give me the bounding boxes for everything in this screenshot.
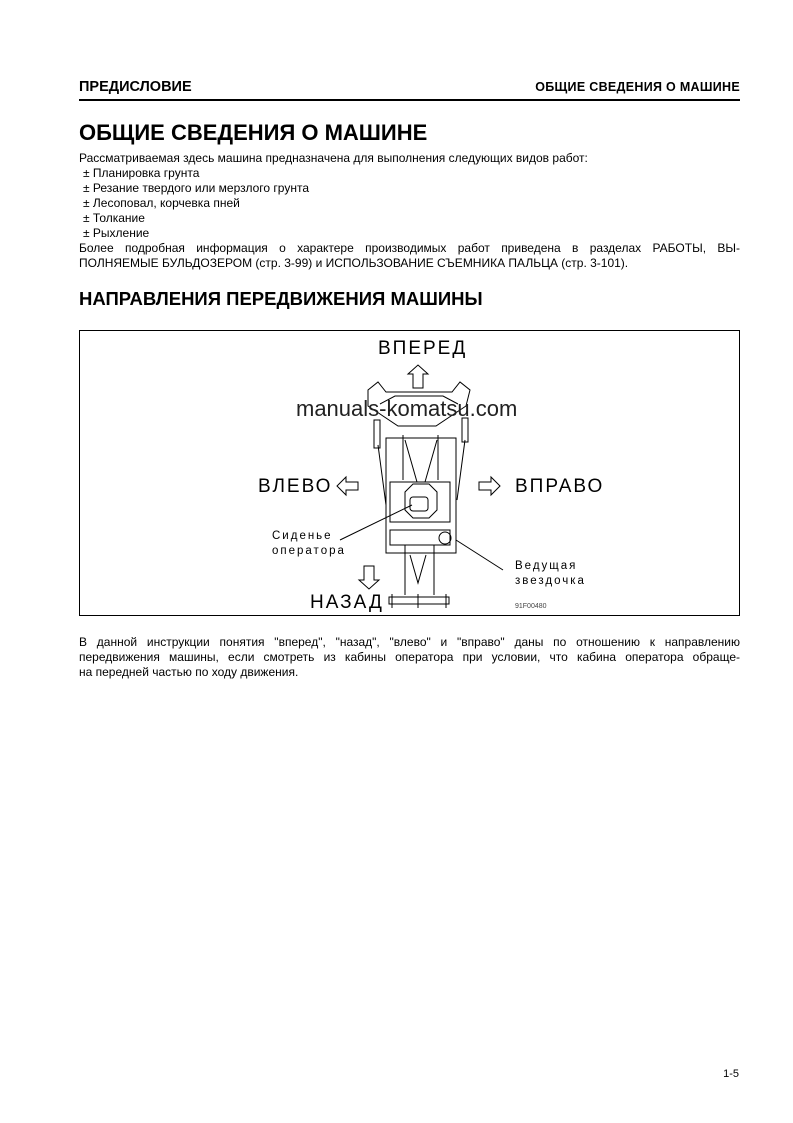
more-info-line: Более подробная информация о характере производимых работ приведена в разделах РАБОТЫ, ВЫ- — [79, 241, 740, 255]
arrow-right-icon — [479, 477, 500, 495]
figure-code: 91F00480 — [515, 603, 547, 610]
label-left: ВЛЕВО — [258, 476, 333, 497]
label-operator-seat — [272, 529, 346, 559]
header-section: ПРЕДИСЛОВИЕ — [79, 79, 192, 95]
general-title: ОБЩИЕ СВЕДЕНИЯ О МАШИНЕ — [79, 120, 428, 145]
note-line: В данной инструкции понятия "вперед", "назад", "влево" и "вправо" даны по отношению к направлению — [79, 635, 740, 649]
note-line: передвижения машины, если смотреть из кабины оператора при условии, что кабина оператора обраще- — [79, 650, 740, 664]
label-right: ВПРАВО — [515, 476, 605, 497]
work-item: ± Резание твердого или мерзлого грунта — [83, 181, 310, 195]
directions-title: НАПРАВЛЕНИЯ ПЕРЕДВИЖЕНИЯ МАШИНЫ — [79, 288, 483, 309]
label-forward: ВПЕРЕД — [378, 338, 468, 359]
more-info-line: ПОЛНЯЕМЫЕ БУЛЬДОЗЕРОМ (стр. 3-99) и ИСПОЛЬЗОВАНИЕ СЪЕМНИКА ПАЛЬЦА (стр. 3-101). — [79, 256, 629, 270]
work-item: ± Толкание — [83, 211, 145, 225]
arrow-left-icon — [337, 477, 358, 495]
seat-line: Сиденье — [272, 530, 333, 542]
sprocket-line: Ведущая — [515, 560, 578, 572]
page-number: 1-5 — [723, 1068, 739, 1080]
general-intro: Рассматриваемая здесь машина предназначена для выполнения следующих видов работ: — [79, 151, 588, 165]
label-back: НАЗАД — [310, 592, 384, 613]
label-drive-sprocket — [515, 559, 586, 589]
arrow-up-icon — [408, 365, 428, 388]
work-item: ± Лесоповал, корчевка пней — [83, 196, 240, 210]
work-item: ± Планировка грунта — [83, 166, 200, 180]
note-line: на передней частью по ходу движения. — [79, 665, 299, 679]
sprocket-line: звездочка — [515, 575, 586, 587]
arrow-down-icon — [359, 566, 379, 589]
seat-line: оператора — [272, 545, 346, 557]
watermark: manuals-komatsu.com — [296, 396, 518, 421]
work-item: ± Рыхление — [83, 226, 150, 240]
header-chapter: ОБЩИЕ СВЕДЕНИЯ О МАШИНЕ — [535, 80, 740, 94]
